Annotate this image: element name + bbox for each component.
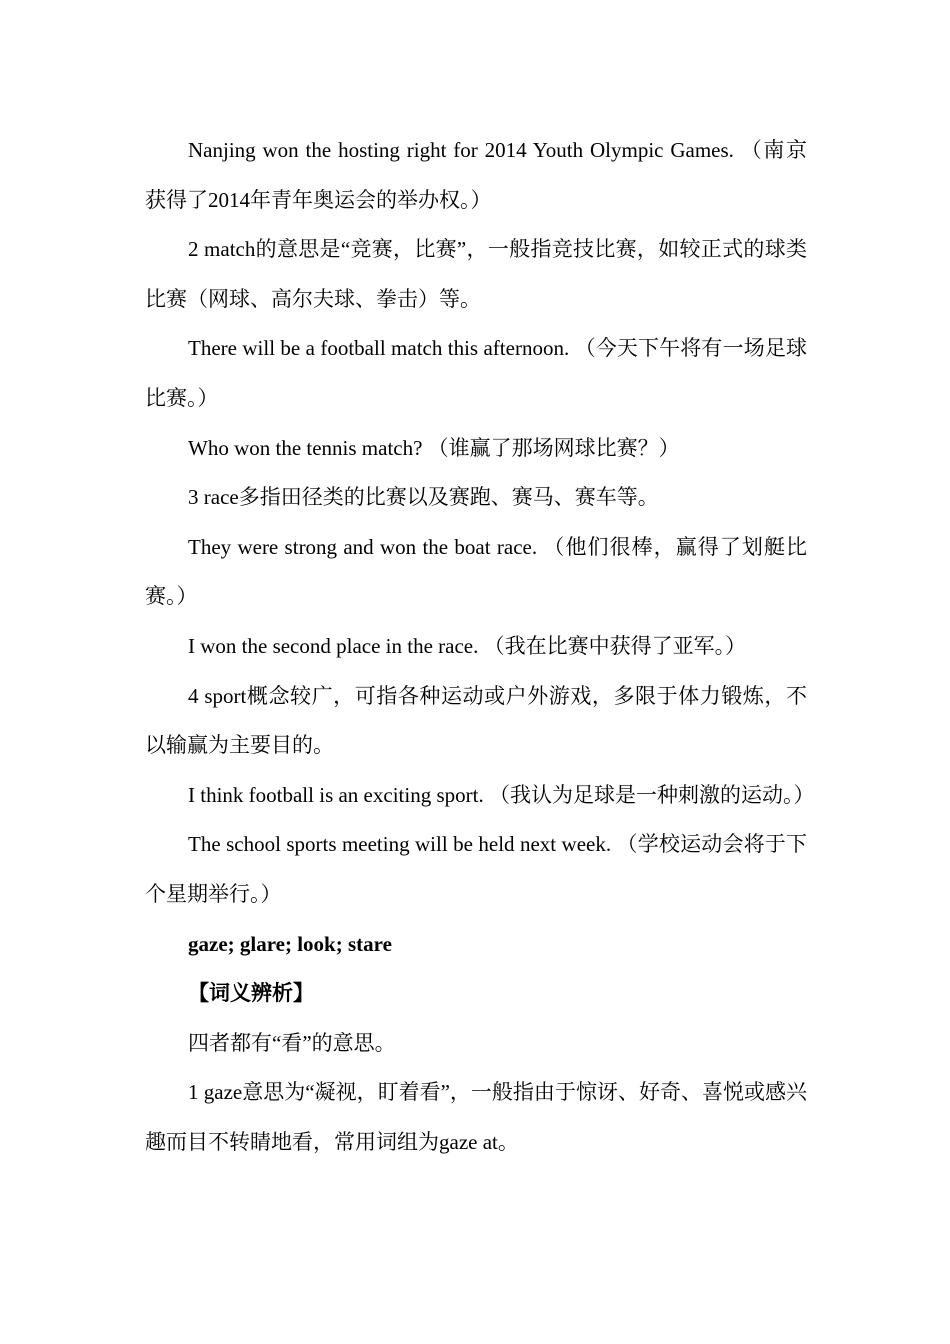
section-heading-word-analysis: 【词义辨析】 — [188, 981, 314, 1006]
section-heading-gaze-words: gaze; glare; look; stare — [188, 931, 392, 956]
paragraph-example-football-match: There will be a football match this afternoon. （今天下午将有一场足球比赛。） — [145, 336, 807, 410]
paragraph-example-sports-meeting: The school sports meeting will be held next week. （学校运动会将于下个星期举行。） — [145, 832, 807, 906]
document-page — [145, 126, 815, 1167]
paragraph-example-second-place: I won the second place in the race. （我在比赛中获得了亚军。） — [188, 633, 747, 658]
paragraph-look-overview: 四者都有“看”的意思。 — [188, 1030, 396, 1055]
paragraph-match-definition: 2 match的意思是“竞赛，比赛”，一般指竞技比赛，如较正式的球类比赛（网球、高尔夫球、拳击）等。 — [145, 237, 807, 311]
paragraph-example-exciting-sport: I think football is an exciting sport. （我认为足球是一种刺激的运动。） — [188, 782, 815, 807]
paragraph-example-nanjing: Nanjing won the hosting right for 2014 Youth Olympic Games. （南京获得了2014年青年奥运会的举办权。） — [145, 138, 807, 212]
paragraph-example-tennis-match: Who won the tennis match? （谁赢了那场网球比赛？） — [188, 435, 680, 460]
paragraph-race-definition: 3 race多指田径类的比赛以及赛跑、赛马、赛车等。 — [188, 485, 659, 510]
paragraph-gaze-definition: 1 gaze意思为“凝视，盯着看”，一般指由于惊讶、好奇、喜悦或感兴趣而目不转睛地看，常用词组为gaze at。 — [145, 1080, 807, 1154]
paragraph-sport-definition: 4 sport概念较广，可指各种运动或户外游戏，多限于体力锻炼，不以输赢为主要目的。 — [145, 683, 807, 758]
paragraph-example-boat-race: They were strong and won the boat race. （他们很棒，赢得了划艇比赛。） — [145, 534, 807, 609]
